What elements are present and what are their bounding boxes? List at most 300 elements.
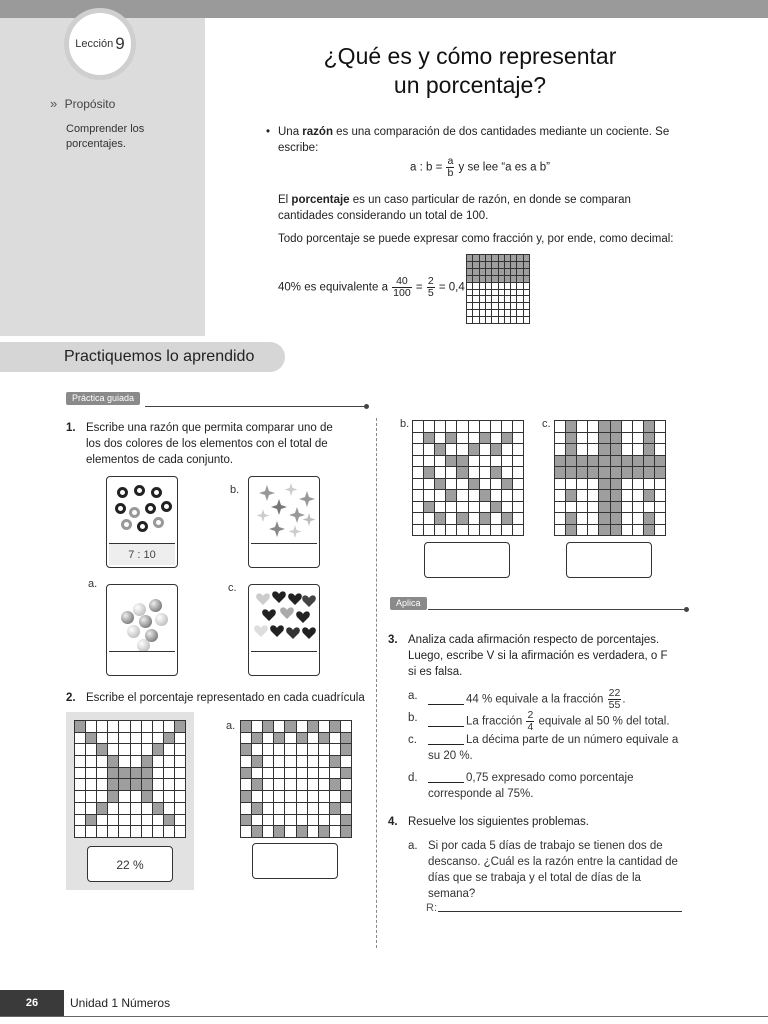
question-3-number: 3. <box>388 634 398 646</box>
razon-definition <box>278 124 706 156</box>
grid-cell <box>555 456 565 467</box>
grid-cell <box>633 513 643 524</box>
grid-cell <box>75 803 85 814</box>
grid-cell <box>341 779 351 790</box>
grid-cell <box>274 756 284 767</box>
grid-cell <box>446 490 456 501</box>
grid-cell <box>588 502 598 513</box>
grid-cell <box>473 317 478 323</box>
footer-topic: Números <box>121 996 171 1010</box>
grid-cell <box>469 479 479 490</box>
grid-cell <box>644 467 654 478</box>
grid-cell <box>566 421 576 432</box>
grid-cell <box>633 444 643 455</box>
grid-cell <box>457 467 467 478</box>
grid-cell <box>97 756 107 767</box>
grid-cell <box>566 525 576 536</box>
grid-cell <box>75 744 85 755</box>
grid-cell <box>97 803 107 814</box>
grid-cell <box>633 490 643 501</box>
grid-cell <box>175 791 185 802</box>
q3-item-b-den: 4 <box>527 721 534 733</box>
grid-cell <box>517 269 522 275</box>
ring-icon <box>121 519 132 530</box>
grid-cell <box>524 317 529 323</box>
grid-cell <box>153 815 163 826</box>
grid-cell <box>164 721 174 732</box>
grid-cell <box>175 756 185 767</box>
q3-item-a-den: 55 <box>608 699 621 711</box>
grid-cell <box>599 467 609 478</box>
grid-cell <box>108 815 118 826</box>
grid-cell <box>467 262 472 268</box>
grid-cell <box>119 744 129 755</box>
grid-cell <box>164 803 174 814</box>
grid-cell <box>424 444 434 455</box>
grid-cell <box>469 502 479 513</box>
grid-cell <box>588 479 598 490</box>
q3-item-c <box>408 732 688 764</box>
grid-cell <box>86 768 96 779</box>
grid-cell <box>86 779 96 790</box>
grid-cell <box>435 421 445 432</box>
grid-cell <box>566 502 576 513</box>
grid-cell <box>341 733 351 744</box>
grid-cell <box>97 733 107 744</box>
grid-cell <box>297 791 307 802</box>
grid-cell <box>499 255 504 261</box>
grid-cell <box>142 815 152 826</box>
grid-cell <box>457 502 467 513</box>
grid-cell <box>308 733 318 744</box>
ring-icon <box>153 517 164 528</box>
grid-cell <box>252 733 262 744</box>
grid-cell <box>511 296 516 302</box>
grid-cell <box>499 283 504 289</box>
grid-cell <box>511 303 516 309</box>
grid-cell <box>241 721 251 732</box>
purpose-text: Comprender los porcentajes. <box>66 123 145 150</box>
grid-cell <box>319 733 329 744</box>
grid-cell <box>655 444 665 455</box>
grid-cell <box>263 826 273 837</box>
q3-item-c-text: La décima parte de un número equivale a su 20 %. <box>428 734 679 762</box>
grid-cell <box>566 490 576 501</box>
q4-answer-line[interactable] <box>426 902 682 914</box>
grid-cell <box>492 276 497 282</box>
ring-icon <box>117 487 128 498</box>
grid-cell <box>297 721 307 732</box>
intro-razon <box>266 124 706 156</box>
footer-unit <box>70 996 170 1010</box>
tag-apply: Aplica <box>390 597 427 610</box>
grid-cell <box>480 276 485 282</box>
grid-cell <box>473 283 478 289</box>
q3-item-c-blank[interactable] <box>428 744 464 745</box>
q3-item-a-blank[interactable] <box>428 704 464 705</box>
grid-cell <box>252 791 262 802</box>
grid-cell <box>330 779 340 790</box>
grid-a-answer[interactable] <box>252 843 338 879</box>
page-title <box>290 42 650 100</box>
q3-item-d <box>408 770 688 802</box>
grid-cell <box>524 262 529 268</box>
grid-cell <box>435 467 445 478</box>
grid-cell <box>486 255 491 261</box>
grid-cell <box>274 779 284 790</box>
question-4 <box>388 814 678 830</box>
grid-cell <box>644 513 654 524</box>
grid-cell <box>86 744 96 755</box>
q3-item-d-blank[interactable] <box>428 782 464 783</box>
grid-cell <box>164 744 174 755</box>
grid-cell <box>517 255 522 261</box>
grid-cell <box>413 433 423 444</box>
grid-cell <box>285 768 295 779</box>
set-a-label: a. <box>88 578 98 590</box>
grid-cell <box>274 791 284 802</box>
grid-cell <box>622 467 632 478</box>
grid-cell <box>473 296 478 302</box>
grid-cell <box>566 479 576 490</box>
grid-cell <box>153 733 163 744</box>
grid-cell <box>119 779 129 790</box>
grid-cell <box>319 791 329 802</box>
grid-cell <box>467 317 472 323</box>
grid-cell <box>131 779 141 790</box>
grid-cell <box>274 744 284 755</box>
fraction-line: Todo porcentaje se puede expresar como fracción y, por ende, como decimal: <box>278 233 674 245</box>
grid-cell <box>480 283 485 289</box>
grid-cell <box>588 421 598 432</box>
grid-b-answer[interactable] <box>424 542 510 578</box>
grid-cell <box>457 456 467 467</box>
grid-cell <box>469 467 479 478</box>
grid-cell <box>611 467 621 478</box>
grid-cell <box>263 733 273 744</box>
grid-cell <box>517 290 522 296</box>
grid-cell <box>285 815 295 826</box>
grid-cell <box>502 421 512 432</box>
tag-guided: Práctica guiada <box>66 392 140 405</box>
grid-cell <box>142 803 152 814</box>
grid-cell <box>86 791 96 802</box>
page-title-line1: ¿Qué es y cómo representar <box>323 43 617 69</box>
grid-cell <box>480 444 490 455</box>
grid-cell <box>108 779 118 790</box>
grid-cell <box>75 768 85 779</box>
grid-cell <box>611 479 621 490</box>
grid-cell <box>308 768 318 779</box>
grid-cell <box>330 721 340 732</box>
question-2-number: 2. <box>66 692 76 704</box>
grid-cell <box>633 502 643 513</box>
set-b-answer[interactable] <box>251 543 317 565</box>
purpose-heading <box>50 96 115 111</box>
grid-cell <box>97 779 107 790</box>
grid-cell <box>274 815 284 826</box>
grid-cell <box>499 262 504 268</box>
grid-cell <box>319 826 329 837</box>
grid-cell <box>308 803 318 814</box>
grid-cell <box>435 444 445 455</box>
grid-cell <box>285 803 295 814</box>
grid-cell <box>555 433 565 444</box>
grid-cell <box>505 276 510 282</box>
grid-cell <box>517 262 522 268</box>
question-1 <box>66 420 346 468</box>
grid-cell <box>480 421 490 432</box>
grid-cell <box>142 791 152 802</box>
set-example-card <box>106 476 178 568</box>
grid-cell <box>319 768 329 779</box>
grid-cell <box>424 490 434 501</box>
grid-cell <box>611 525 621 536</box>
question-2 <box>66 690 376 706</box>
q4-answer-underline <box>438 911 682 912</box>
grid-cell <box>492 269 497 275</box>
grid-cell <box>566 467 576 478</box>
grid-cell <box>457 513 467 524</box>
set-c-answer[interactable] <box>251 651 317 673</box>
grid-cell <box>655 421 665 432</box>
grid-cell <box>611 490 621 501</box>
grid-cell <box>263 803 273 814</box>
grid-cell <box>142 779 152 790</box>
q4-answer-prefix: R: <box>426 902 437 914</box>
grid-cell <box>555 502 565 513</box>
grid-cell <box>308 826 318 837</box>
grid-cell <box>566 513 576 524</box>
grid-cell <box>308 791 318 802</box>
column-divider <box>376 418 377 948</box>
ring-icon <box>137 521 148 532</box>
question-1-number: 1. <box>66 422 76 434</box>
grid-cell <box>502 456 512 467</box>
q3-item-b-num: 2 <box>527 709 534 721</box>
grid-cell <box>285 733 295 744</box>
grid-cell <box>505 290 510 296</box>
grid-cell <box>285 721 295 732</box>
grid-cell <box>75 791 85 802</box>
razon-formula <box>410 156 550 179</box>
grid-cell <box>644 525 654 536</box>
grid-cell <box>241 756 251 767</box>
grid-cell <box>473 262 478 268</box>
tag-guided-line <box>145 406 367 407</box>
grid-cell <box>153 768 163 779</box>
tag-guided-dot <box>364 404 369 409</box>
grid-cell <box>517 283 522 289</box>
grid-cell <box>413 513 423 524</box>
q3-item-d-text: 0,75 expresado como porcentaje corresponde al 75%. <box>428 772 634 800</box>
grid-cell <box>86 803 96 814</box>
grid-cell <box>524 276 529 282</box>
grid-cell <box>413 490 423 501</box>
grid-cell <box>435 456 445 467</box>
purpose-label: Propósito <box>64 97 116 111</box>
grid-cell <box>153 779 163 790</box>
grid-cell <box>164 791 174 802</box>
grid-cell <box>175 768 185 779</box>
q3-item-b-blank[interactable] <box>428 726 464 727</box>
grid-cell <box>502 433 512 444</box>
grid-cell <box>341 791 351 802</box>
lesson-label: Lección <box>75 38 114 50</box>
formula-pre: a : b = <box>410 161 446 174</box>
grid-b-label: b. <box>400 418 410 430</box>
section-title: Practiquemos lo aprendido <box>64 348 255 365</box>
grid-cell <box>480 296 485 302</box>
grid-cell <box>622 421 632 432</box>
grid-cell <box>131 733 141 744</box>
grid-cell <box>644 479 654 490</box>
grid-cell <box>308 815 318 826</box>
grid-cell <box>577 479 587 490</box>
set-a-answer[interactable] <box>109 651 175 673</box>
grid-cell <box>524 269 529 275</box>
grid-cell <box>252 826 262 837</box>
grid-cell <box>435 490 445 501</box>
grid-cell <box>274 803 284 814</box>
grid-cell <box>131 791 141 802</box>
grid-cell <box>644 490 654 501</box>
ring-icon <box>134 485 145 496</box>
grid-cell <box>424 433 434 444</box>
percent-definition <box>278 192 678 224</box>
grid-cell <box>499 269 504 275</box>
razon-post: es una comparación de dos cantidades mediante un cociente. Se escribe: <box>278 126 670 154</box>
grid-cell <box>577 502 587 513</box>
question-4-number: 4. <box>388 816 398 828</box>
grid-cell <box>555 421 565 432</box>
grid-cell <box>480 456 490 467</box>
grid-cell <box>469 433 479 444</box>
q3-item-a-label: a. <box>408 690 418 702</box>
grid-cell <box>469 444 479 455</box>
grid-cell <box>491 513 501 524</box>
grid-cell <box>142 826 152 837</box>
grid-cell <box>622 502 632 513</box>
grid-cell <box>319 744 329 755</box>
grid-cell <box>263 791 273 802</box>
grid-cell <box>75 721 85 732</box>
grid-cell <box>108 756 118 767</box>
grid-cell <box>599 456 609 467</box>
grid-cell <box>330 815 340 826</box>
grid-cell <box>341 815 351 826</box>
grid-c <box>554 420 666 536</box>
question-3-text: Analiza cada afirmación respecto de porcentajes. Luego, escribe V si la afirmación es verdadera, o F si es falsa. <box>408 634 668 678</box>
grid-cell <box>524 296 529 302</box>
grid-cell <box>499 296 504 302</box>
grid-cell <box>517 303 522 309</box>
grid-cell <box>599 490 609 501</box>
grid-cell <box>330 768 340 779</box>
grid-cell <box>655 479 665 490</box>
grid-cell <box>457 479 467 490</box>
grid-cell <box>588 525 598 536</box>
grid-cell <box>655 467 665 478</box>
grid-cell <box>467 276 472 282</box>
grid-cell <box>599 444 609 455</box>
grid-cell <box>480 525 490 536</box>
grid-cell <box>308 721 318 732</box>
grid-cell <box>263 815 273 826</box>
grid-cell <box>491 421 501 432</box>
grid-cell <box>577 513 587 524</box>
grid-c-label: c. <box>542 418 551 430</box>
grid-cell <box>491 467 501 478</box>
grid-cell <box>131 803 141 814</box>
grid-cell <box>330 756 340 767</box>
grid-cell <box>480 433 490 444</box>
grid-cell <box>274 733 284 744</box>
grid-cell <box>308 779 318 790</box>
ball-icon <box>155 613 168 626</box>
grid-cell <box>285 744 295 755</box>
grid-cell <box>517 310 522 316</box>
grid-cell <box>413 467 423 478</box>
grid-cell <box>119 791 129 802</box>
grid-cell <box>285 826 295 837</box>
grid-cell <box>517 317 522 323</box>
grid-cell <box>505 303 510 309</box>
q3-item-a-pre: 44 % equivale a la fracción <box>466 693 607 706</box>
grid-cell <box>274 826 284 837</box>
grid-cell <box>131 826 141 837</box>
grid-cell <box>446 525 456 536</box>
grid-cell <box>446 513 456 524</box>
example-fraction-1 <box>392 276 412 299</box>
grid-cell <box>297 768 307 779</box>
grid-cell <box>492 283 497 289</box>
grid-cell <box>341 756 351 767</box>
grid-cell <box>513 479 523 490</box>
grid-cell <box>486 290 491 296</box>
grid-cell <box>435 433 445 444</box>
grid-cell <box>435 502 445 513</box>
grid-cell <box>524 255 529 261</box>
grid-cell <box>622 513 632 524</box>
example-pre: 40% es equivalente a <box>278 281 392 294</box>
grid-cell <box>513 456 523 467</box>
grid-cell <box>473 310 478 316</box>
grid-cell <box>142 744 152 755</box>
grid-cell <box>252 768 262 779</box>
grid-cell <box>263 721 273 732</box>
grid-cell <box>308 756 318 767</box>
grid-cell <box>486 276 491 282</box>
grid-cell <box>505 255 510 261</box>
q3-item-c-label: c. <box>408 734 417 746</box>
grid-cell <box>330 803 340 814</box>
grid-cell <box>446 502 456 513</box>
grid-cell <box>486 262 491 268</box>
grid-cell <box>341 826 351 837</box>
grid-cell <box>555 513 565 524</box>
grid-cell <box>622 525 632 536</box>
grid-cell <box>341 768 351 779</box>
grid-cell <box>469 513 479 524</box>
grid-cell <box>566 456 576 467</box>
grid-cell <box>644 433 654 444</box>
ring-icon <box>115 503 126 514</box>
formula-fraction <box>446 156 454 179</box>
grid-c-answer[interactable] <box>566 542 652 578</box>
grid-cell <box>622 456 632 467</box>
grid-cell <box>108 768 118 779</box>
